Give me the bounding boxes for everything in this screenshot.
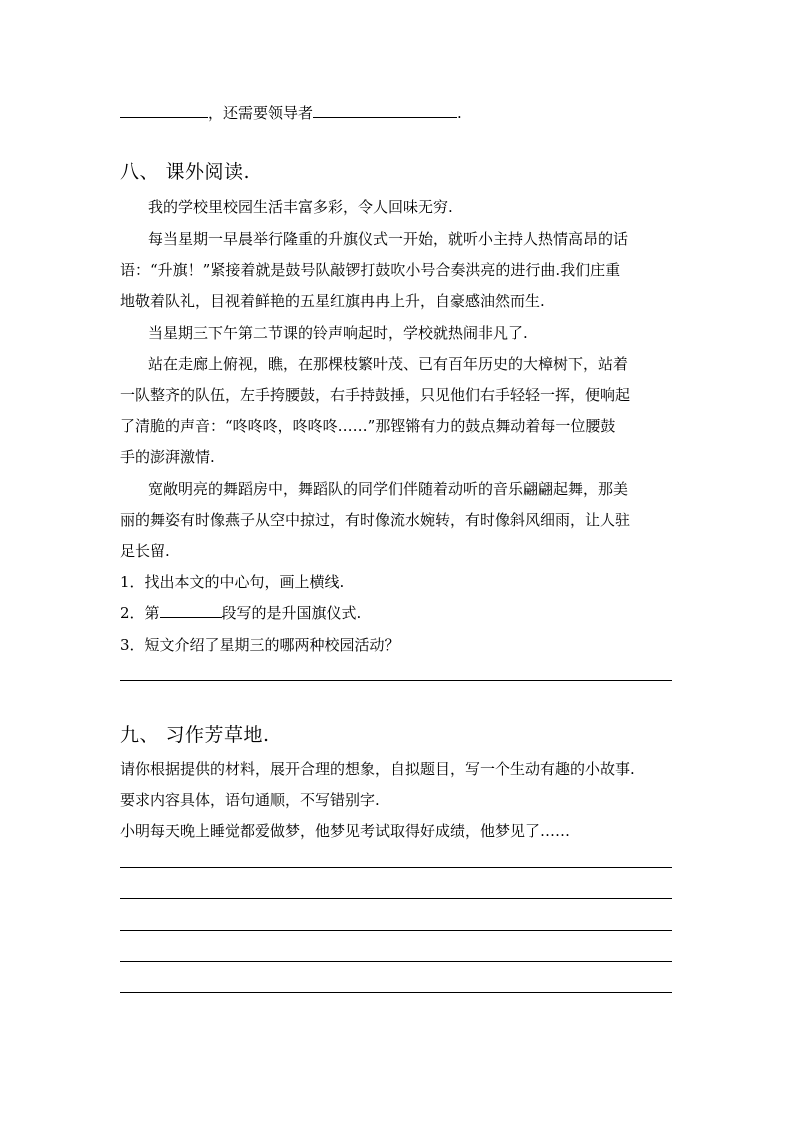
section-8-heading: 八、 课外阅读. (120, 161, 251, 183)
question-3: 3．短文介绍了星期三的哪两种校园活动？ (120, 636, 400, 654)
question-2-suffix: 段写的是升国旗仪式. (221, 604, 362, 622)
s9-line1: 请你根据提供的材料，展开合理的想象，自拟题目，写一个生动有趣的小故事. (120, 760, 635, 778)
writing-line[interactable] (120, 992, 672, 993)
s8-para5-line2: 丽的舞姿有时像燕子从空中掠过，有时像流水婉转，有时像斜风细雨，让人驻 (120, 511, 631, 529)
top-line-end: . (457, 104, 462, 122)
s8-para1-line1: 我的学校里校园生活丰富多彩，令人回味无穷. (148, 198, 453, 216)
s8-para5-line3: 足长留. (120, 542, 170, 560)
s9-line2: 要求内容具体，语句通顺，不写错别字. (120, 791, 380, 809)
s8-para4-line2: 一队整齐的队伍，左手挎腰鼓，右手持鼓捶，只见他们右手轻轻一挥，便响起 (120, 386, 631, 404)
answer-blank-2[interactable] (313, 103, 457, 118)
s8-para2-line1: 每当星期一早晨举行隆重的升旗仪式一开始，就听小主持人热情高昂的话 (148, 230, 629, 248)
question-2-prefix: 2．第 (120, 604, 160, 622)
writing-line[interactable] (120, 961, 672, 962)
s8-para2-line2: 语：“升旗！”紧接着就是鼓号队敲锣打鼓吹小号合奏洪亮的进行曲.我们庄重 (120, 261, 621, 279)
question-1: 1．找出本文的中心句，画上横线. (120, 573, 345, 591)
s8-para4-line1: 站在走廊上俯视，瞧，在那棵枝繁叶茂、已有百年历史的大樟树下，站着 (148, 355, 629, 373)
s9-line3: 小明每天晚上睡觉都爱做梦，他梦见考试取得好成绩，他梦见了…… (120, 822, 571, 840)
question-2 (120, 602, 361, 623)
writing-line[interactable] (120, 930, 672, 931)
s8-para3-line1: 当星期三下午第二节课的铃声响起时，学校就热闹非凡了. (148, 324, 528, 342)
top-fill-line (120, 102, 462, 123)
top-line-text: ，还需要领导者 (208, 104, 314, 122)
answer-blank-3[interactable] (160, 603, 222, 618)
s8-para4-line3: 了清脆的声音：“咚咚咚，咚咚咚……”那铿锵有力的鼓点舞动着每一位腰鼓 (120, 417, 616, 435)
s8-para2-line3: 地敬着队礼，目视着鲜艳的五星红旗冉冉上升，自豪感油然而生. (120, 292, 545, 310)
answer-blank-1[interactable] (120, 103, 208, 118)
s8-para5-line1: 宽敞明亮的舞蹈房中，舞蹈队的同学们伴随着动听的音乐翩翩起舞，那美 (148, 480, 629, 498)
section-9-heading: 九、 习作芳草地. (120, 724, 270, 746)
s8-para4-line4: 手的澎湃激情. (120, 448, 215, 466)
writing-line[interactable] (120, 867, 672, 868)
writing-line[interactable] (120, 898, 672, 899)
answer-line-q3[interactable] (120, 680, 672, 681)
